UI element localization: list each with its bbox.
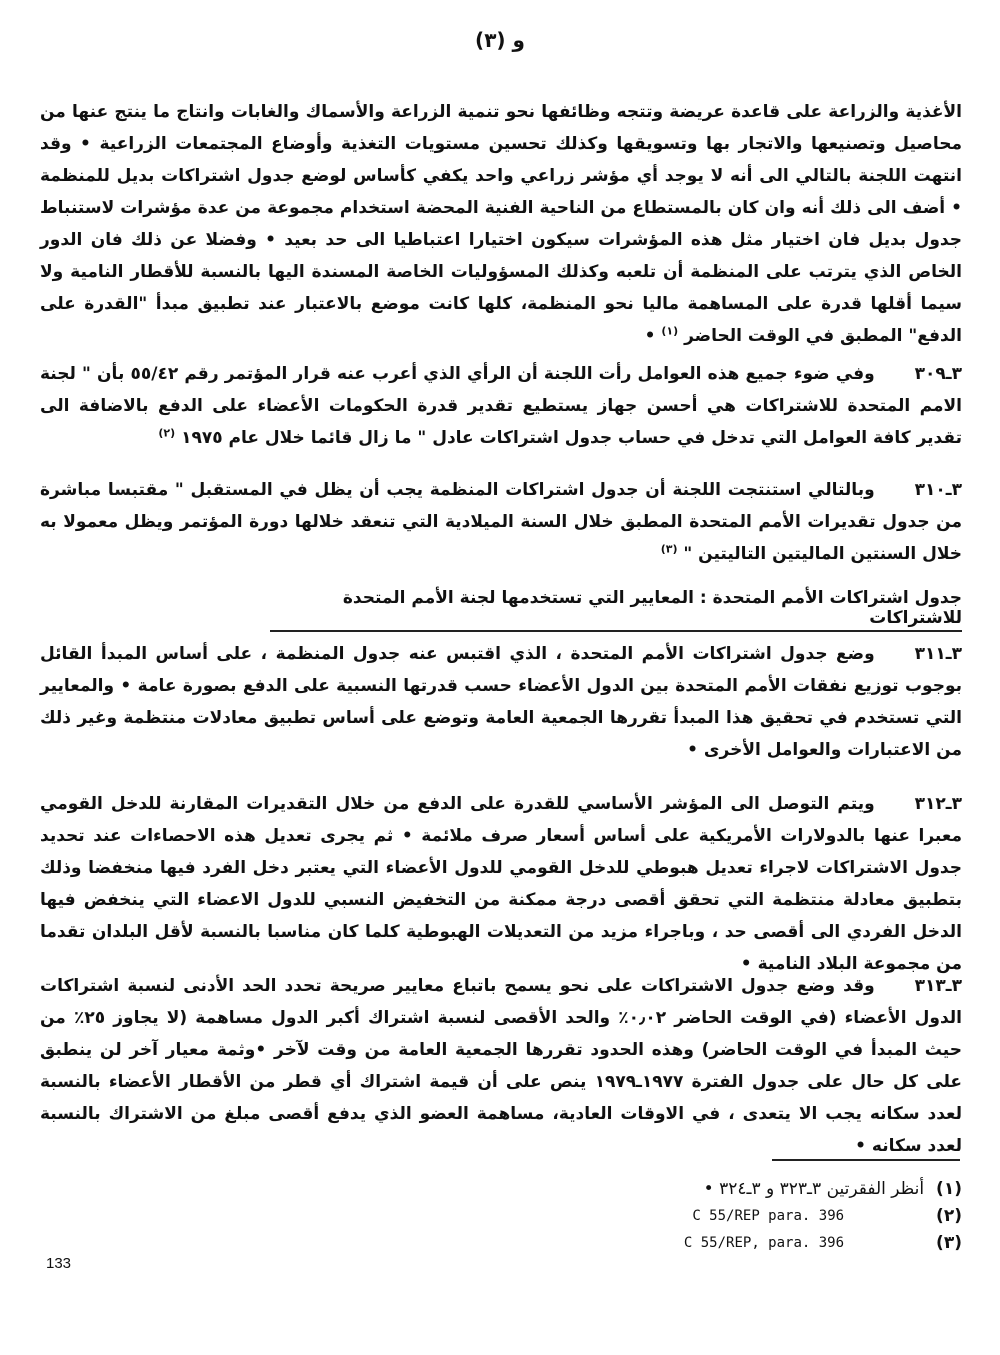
paragraph-text: الأغذية والزراعة على قاعدة عريضة وتتجه وظائفها نحو تنمية الزراعة والأسماك والغابات وانتاج ما ينتج عنها من محاصيل وتصنيعها والاتجار بها وتسويقها وكذلك تحسين مستويات التغذية وأوضاع المجتمعات الزراعية • وقد انتهت اللجنة بالتالي الى أنه لا يوجد أي مؤشر زراعي واحد يكفي كأساس لوضع جدول اشتراكات بديل للمنظمة • أضف الى ذلك أنه وان كان بالمستطاع من الناحية الفنية المحضة استخدام مجموعة من عدة مؤشرات لاستنباط جدول بديل فان اختيار مثل هذه المؤشرات سيكون اختيارا اعتباطيا الى حد بعيد • وفضلا عن ذلك فان الدور الخاص الذي يترتب على المنظمة أن تلعبه وكذلك المسؤوليات الخاصة المسندة اليها بالنسبة للأقطار النامية ولا سيما أقلها قدرة على المساهمة ماليا نحو المنظمة، كلها كانت موضع بالاعتبار عند تطبيق مبدأ "القدرة على الدفع" المطبق في الوقت الحاضر [40, 102, 962, 346]
footnote-marker: (٣) [936, 1233, 962, 1253]
footnote-3 [522, 1230, 962, 1257]
footnote-text: C 55/REP para. 396 [692, 1208, 845, 1224]
paragraph-tail: • [644, 326, 662, 346]
paragraph-text: وقد وضع جدول الاشتراكات على نحو يسمح باتباع معايير صريحة تحدد الحد الأدنى لنسبة اشتراكات الدول الأعضاء (في الوقت الحاضر ٠٫٠٢٪ والحد الأقصى لنسبة اشتراك أكبر الدول مساهمة (لا يجاوز ٢٥٪ من حيث المبدأ في الوقت الحاضر) وهذه الحدود تقررها الجمعية العامة من وقت لآخر •وثمة معيار آخر لن ينطبق على كل حال على جدول الفترة ١٩٧٧ـ١٩٧٩ ينص على أن قيمة اشتراك أي قطر من الأقطار الأعضاء بالنسبة لعدد سكانه يجب الا يتعدى ، في الاوقات العادية، مساهمة العضو الذي يدفع أقصى مبلغ من الاشتراك بالنسبة لعدد سكانه • [40, 976, 962, 1156]
paragraph-continued [40, 96, 962, 352]
paragraph-311 [40, 638, 962, 766]
paragraph-309 [40, 358, 962, 454]
paragraph-text: وضع جدول اشتراكات الأمم المتحدة ، الذي اقتبس عنه جدول المنظمة ، على أساس المبدأ القائل بوجوب توزيع نفقات الأمم المتحدة بين الدول الأعضاء حسب قدرتها النسبية على الدفع بصورة عامة • والمعايير التي تستخدم في تحقيق هذا المبدأ تقررها الجمعية العامة وتوضع على أساس تطبيق معادلات منتظمة وغير ذلك من الاعتبارات والعوامل الأخرى • [40, 644, 962, 760]
footnote-text: C 55/REP, para. 396 [683, 1235, 845, 1251]
section-heading: جدول اشتراكات الأمم المتحدة : المعايير التي تستخدمها لجنة الأمم المتحدة للاشتراكات [270, 588, 962, 632]
paragraph-310 [40, 474, 962, 570]
paragraph-number: ٣ـ٣١٢ [914, 794, 962, 814]
paragraph-number: ٣ـ٣٠٩ [914, 364, 962, 384]
paragraph-312 [40, 788, 962, 980]
paragraph-text: وبالتالي استنتجت اللجنة أن جدول اشتراكات المنظمة يجب أن يظل في المستقبل " مقتبسا مباشرة من جدول تقديرات الأمم المتحدة المطبق خلال السنة الميلادية التي تنعقد خلالها دورة المؤتمر ويظل معمولا به خلال السنتين الماليتين التاليتين " [40, 480, 962, 564]
paragraph-313 [40, 970, 962, 1162]
footnote-2 [522, 1203, 962, 1230]
footnote-ref[interactable]: (٣) [660, 542, 678, 556]
page-marker: و (٣) [475, 28, 525, 52]
footnote-marker: (١) [936, 1179, 962, 1199]
paragraph-text: ويتم التوصل الى المؤشر الأساسي للقدرة على الدفع من خلال التقديرات المقارنة للدخل القومي معبرا عنها بالدولارات الأمريكية على أساس أسعار صرف ملائمة • ثم يجرى تعديل هذه الاحصاءات عند تحديد جدول الاشتراكات لاجراء تعديل هبوطي للدخل القومي للدول الأعضاء التي يعتبر دخل الفرد فيها منخفضا وذلك بتطبيق معادلة منتظمة التي تحقق أقصى درجة ممكنة من التخفيض النسبي للدول الاعضاء التي ينخفض فيها الدخل الفردي الى أقصى حد ، وباجراء مزيد من التعديلات الهبوطية كلما كان مناسبا بالنسبة لأقل البلدان تقدما من مجموعة البلاد النامية • [40, 794, 962, 974]
footnote-text: أنظر الفقرتين ٣ـ٣٢٣ و ٣ـ٣٢٤ • [703, 1179, 925, 1199]
paragraph-text: وفي ضوء جميع هذه العوامل رأت اللجنة أن الرأي الذي أعرب عنه قرار المؤتمر رقم ٥٥/٤٢ بأن " لجنة الامم المتحدة للاشتراكات هي أحسن جهاز يستطيع تقدير قدرة الحكومات الأعضاء على الدفع بالاضافة الى تقدير كافة العوامل التي تدخل في حساب جدول اشتراكات عادل " ما زال قائما خلال عام ١٩٧٥ [40, 364, 962, 448]
footnote-1 [522, 1176, 962, 1203]
paragraph-number: ٣ـ٣١٠ [914, 480, 962, 500]
footnote-ref[interactable]: (١) [661, 324, 679, 338]
footnotes [522, 1176, 962, 1257]
footnote-marker: (٢) [936, 1206, 962, 1226]
paragraph-number: ٣ـ٣١١ [914, 644, 962, 664]
footnote-divider [772, 1159, 960, 1161]
paragraph-number: ٣ـ٣١٣ [914, 976, 962, 996]
page-number: 133 [46, 1255, 72, 1272]
footnote-ref[interactable]: (٢) [158, 426, 176, 440]
